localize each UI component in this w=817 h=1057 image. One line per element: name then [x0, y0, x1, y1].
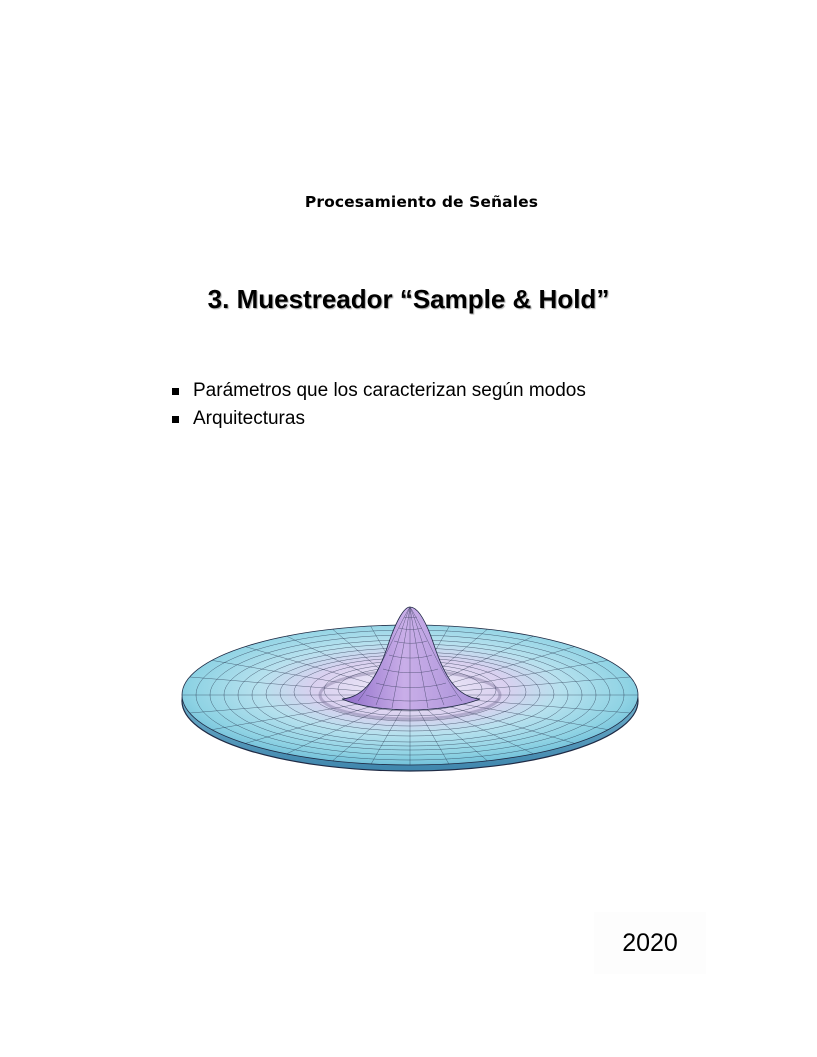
- square-bullet-icon: [172, 416, 179, 423]
- list-item-label: Arquitecturas: [193, 408, 305, 429]
- square-bullet-icon: [172, 388, 179, 395]
- list-item-label: Parámetros que los caracterizan según modos: [193, 380, 586, 401]
- course-title: Procesamiento de Señales: [304, 193, 539, 211]
- sinc-surface-illustration: [170, 595, 650, 785]
- topic-list: [172, 377, 586, 433]
- year-label: 2020: [594, 912, 706, 974]
- list-item: [172, 377, 586, 405]
- chapter-title: 3. Muestreador “Sample & Hold”: [207, 284, 610, 314]
- list-item: [172, 405, 586, 433]
